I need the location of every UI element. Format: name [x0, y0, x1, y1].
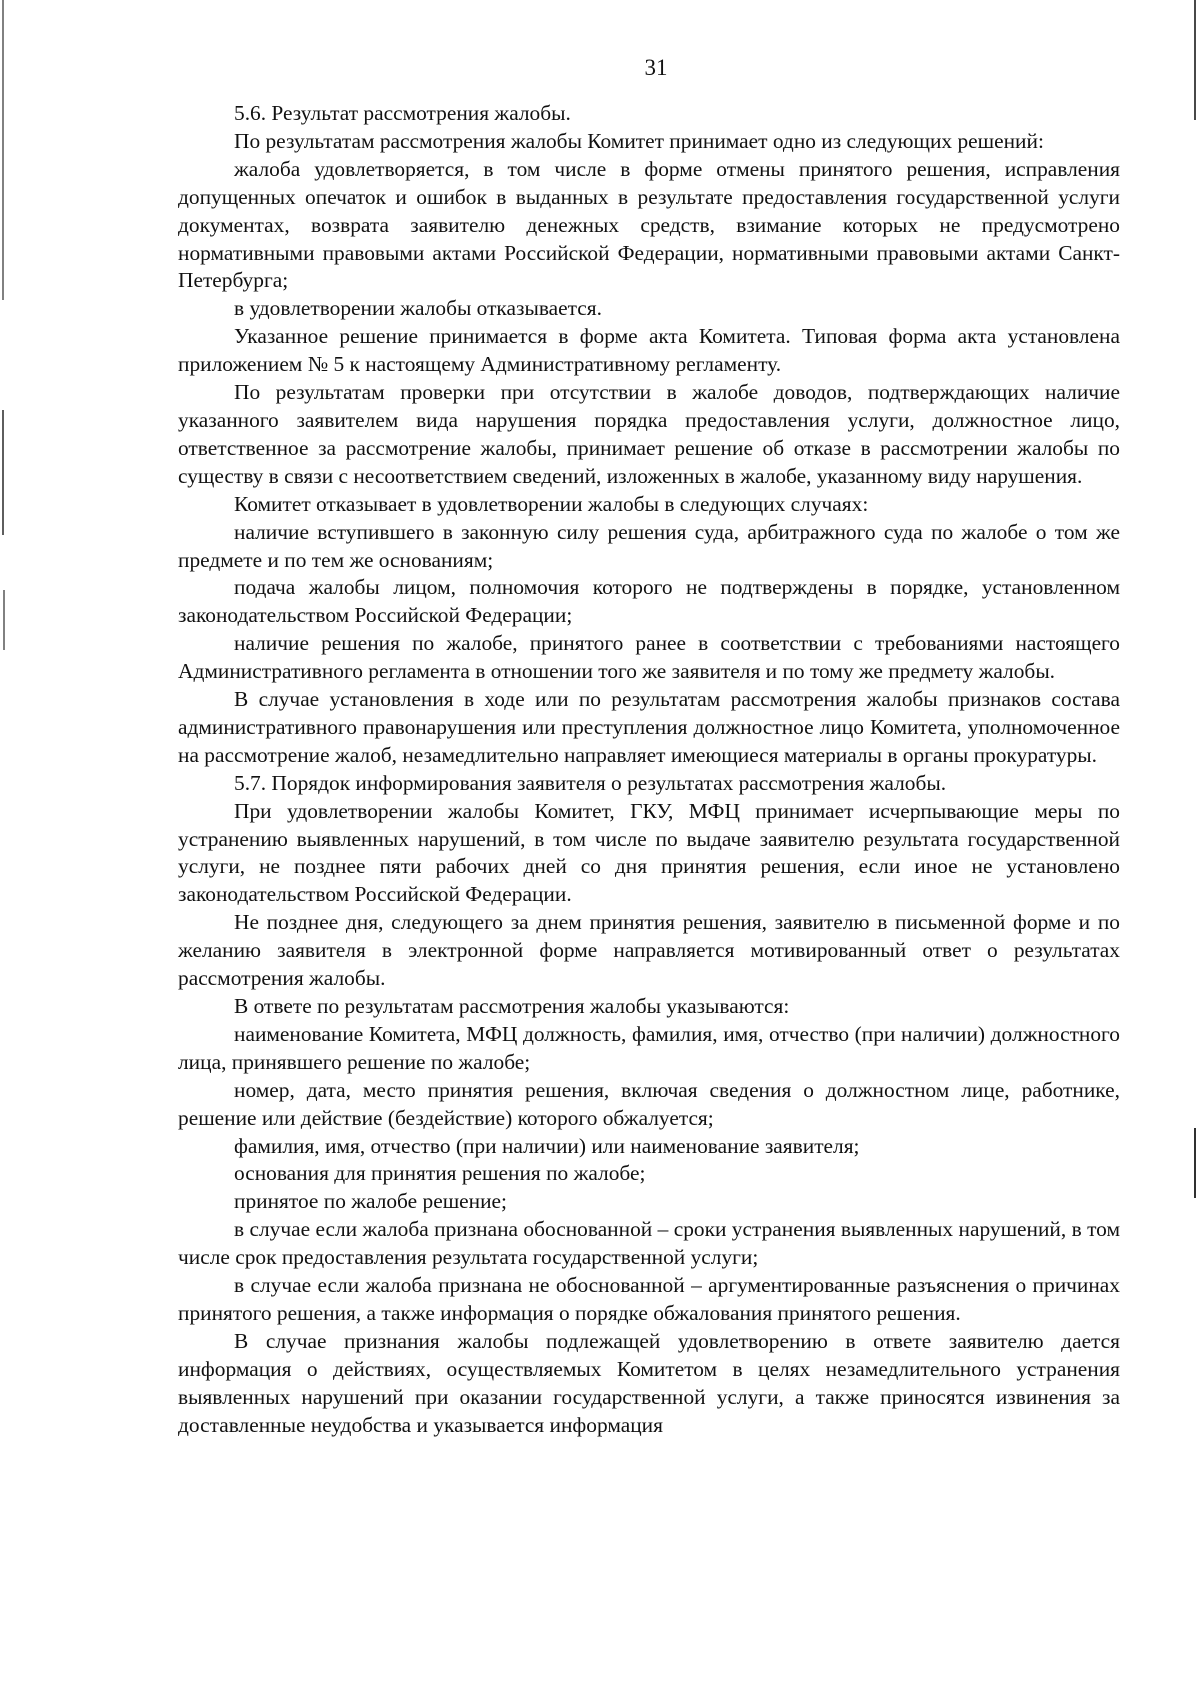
scan-edge-mark	[2, 410, 4, 535]
paragraph: наличие вступившего в законную силу решения суда, арбитражного суда по жалобе о том же предмете и по тем же основаниям;	[178, 519, 1120, 572]
paragraph: Указанное решение принимается в форме акта Комитета. Типовая форма акта установлена приложением № 5 к настоящему Административному регламенту.	[178, 324, 1120, 377]
document-body	[178, 100, 1120, 1440]
scan-edge-mark	[2, 0, 4, 300]
paragraph: наименование Комитета, МФЦ должность, фамилия, имя, отчество (при наличии) должностного лица, принявшего решение по жалобе;	[178, 1021, 1120, 1074]
paragraph: в случае если жалоба признана не обоснованной – аргументированные разъяснения о причинах принятого решения, а также информация о порядке обжалования принятого решения.	[178, 1273, 1120, 1325]
section-heading-5-7: 5.7. Порядок информирования заявителя о результатах рассмотрения жалобы.	[234, 770, 947, 795]
paragraph: номер, дата, место принятия решения, включая сведения о должностном лице, работнике, решение или действие (бездействие) которого обжалуется;	[178, 1077, 1120, 1130]
paragraph: При удовлетворении жалобы Комитет, ГКУ, МФЦ принимает исчерпывающие меры по устранению выявленных нарушений, в том числе по выдаче заявителю результата государственной услуги, не позднее пяти рабочих дней со дня принятия решения, если иное не установлено законодательством Российской Федерации.	[178, 798, 1120, 907]
scan-edge-mark	[1194, 1128, 1196, 1198]
paragraph: В случае установления в ходе или по результатам рассмотрения жалобы признаков состава административного правонарушения или преступления должностное лицо Комитета, уполномоченное на рассмотрение жалоб, незамедлительно направляет имеющиеся материалы в органы прокуратуры.	[178, 687, 1120, 767]
paragraph: По результатам рассмотрения жалобы Комитет принимает одно из следующих решений:	[234, 128, 1044, 153]
paragraph: В ответе по результатам рассмотрения жалобы указываются:	[234, 994, 790, 1018]
section-heading-5-6: 5.6. Результат рассмотрения жалобы.	[234, 101, 571, 125]
scan-edge-mark	[3, 590, 5, 650]
paragraph: По результатам проверки при отсутствии в жалобе доводов, подтверждающих наличие указанного заявителем вида нарушения порядка предоставления услуги, должностное лицо, ответственное за рассмотрение жалобы, принимает решение об отказе в рассмотрении жалобы по существу в связи с несоответствием сведений, изложенных в жалобе, указанному виду нарушения.	[178, 380, 1120, 488]
paragraph: в случае если жалоба признана обоснованной – сроки устранения выявленных нарушений, в том числе срок предоставления результата государственной услуги;	[178, 1217, 1120, 1270]
paragraph: в удовлетворении жалобы отказывается.	[234, 296, 602, 321]
paragraph: фамилия, имя, отчество (при наличии) или наименование заявителя;	[234, 1133, 860, 1158]
paragraph-continued: В случае признания жалобы подлежащей удовлетворению в ответе заявителю дается информация о действиях, осуществляемых Комитетом в целях незамедлительного устранения выявленных нарушений при оказании государственной услуги, а также приносятся извинения за доставленные неудобства и указывается информация	[178, 1328, 1120, 1437]
paragraph: Комитет отказывает в удовлетворении жалобы в следующих случаях:	[234, 491, 869, 516]
page-number: 31	[644, 55, 668, 80]
paragraph: основания для принятия решения по жалобе;	[234, 1161, 646, 1186]
paragraph: жалоба удовлетворяется, в том числе в форме отмены принятого решения, исправления допущенных опечаток и ошибок в выданных в результате предоставления государственной услуги документах, возврата заявителю денежных средств, взимание которых не предусмотрено нормативными правовыми актами Российской Федерации, нормативными правовыми актами Санкт-Петербурга;	[178, 156, 1120, 293]
paragraph: наличие решения по жалобе, принятого ранее в соответствии с требованиями настоящего Административного регламента в отношении того же заявителя и по тому же предмету жалобы.	[178, 631, 1120, 684]
paragraph: Не позднее дня, следующего за днем принятия решения, заявителю в письменной форме и по желанию заявителя в электронной форме направляется мотивированный ответ о результатах рассмотрения жалобы.	[178, 910, 1120, 991]
paragraph: подача жалобы лицом, полномочия которого не подтверждены в порядке, установленном законодательством Российской Федерации;	[178, 575, 1120, 628]
paragraph: принятое по жалобе решение;	[234, 1189, 507, 1214]
